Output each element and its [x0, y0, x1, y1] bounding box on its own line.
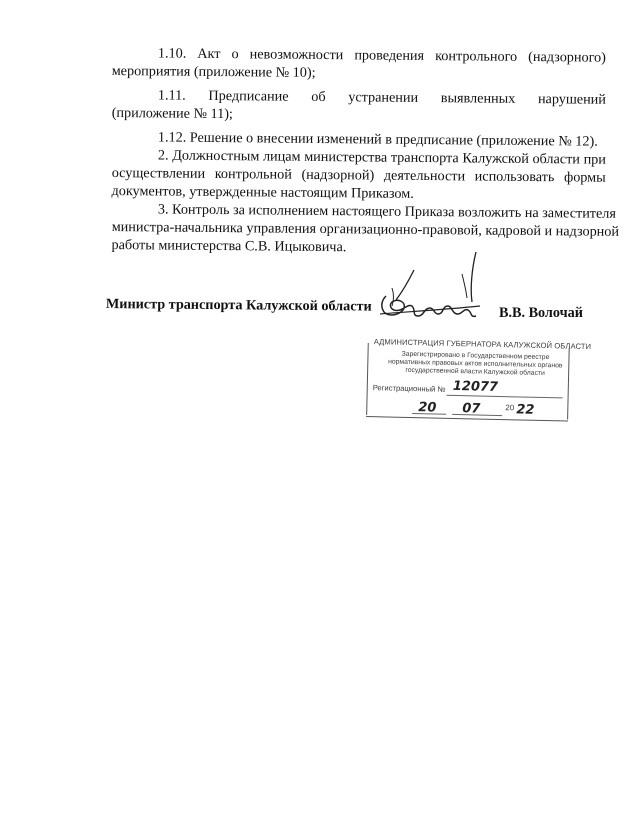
item-1-10: [112, 44, 606, 85]
item-1-11: [112, 86, 606, 127]
stamp-border: [366, 416, 568, 422]
registration-stamp: [366, 333, 592, 422]
stamp-date-month: 07: [462, 401, 481, 417]
item-2-line-3: документов, утвержденные настоящим Приказом.: [111, 182, 414, 202]
item-2-line-2: осуществлении контрольной (надзорной) деятельности использовать формы: [111, 164, 606, 186]
stamp-text: Зарегистрировано в Государственном реестре нормативных правовых актов исполнительных органов государственной власти Калужской области: [388, 350, 563, 378]
item-3: [111, 200, 620, 259]
item-3-line-2: министра-начальника управления организационно-правовой, кадровой и надзорной: [111, 218, 620, 240]
stamp-date-year-prefix: 20: [505, 403, 515, 413]
stamp-date-year-suffix: 22: [516, 402, 535, 418]
item-1-11-line-2: (приложение № 11);: [111, 104, 233, 123]
item-3-line-3: работы министерства С.В. Ицыковича.: [111, 236, 347, 256]
stamp-reg-number: 12077: [452, 378, 499, 395]
item-3-line-1: 3. Контроль за исполнением настоящего Приказа возложить на заместителя: [157, 201, 617, 222]
stamp-border: [366, 343, 369, 415]
stamp-title: АДМИНИСТРАЦИЯ ГУБЕРНАТОРА КАЛУЖСКОЙ ОБЛАСТИ: [373, 337, 592, 352]
item-2: [111, 146, 605, 205]
signatory-position: Министр транспорта Калужской области: [105, 296, 372, 315]
item-2-line-1: 2. Должностным лицам министерства транспорта Калужской области при: [157, 147, 606, 168]
stamp-reg-label: Регистрационный №: [372, 383, 446, 394]
item-1-10-line-1: 1.10. Акт о невозможности проведения контрольного (надзорного): [157, 45, 606, 66]
item-1-10-line-2: мероприятия (приложение № 10);: [111, 62, 316, 81]
item-1-12-line-1: 1.12. Решение о внесении изменений в предписание (приложение № 12).: [157, 129, 598, 150]
item-1-11-line-1: 1.11. Предписание об устранении выявленных нарушений: [157, 87, 606, 108]
signatory-name: В.В. Волочай: [499, 305, 583, 321]
stamp-date-day: 20: [418, 400, 437, 416]
